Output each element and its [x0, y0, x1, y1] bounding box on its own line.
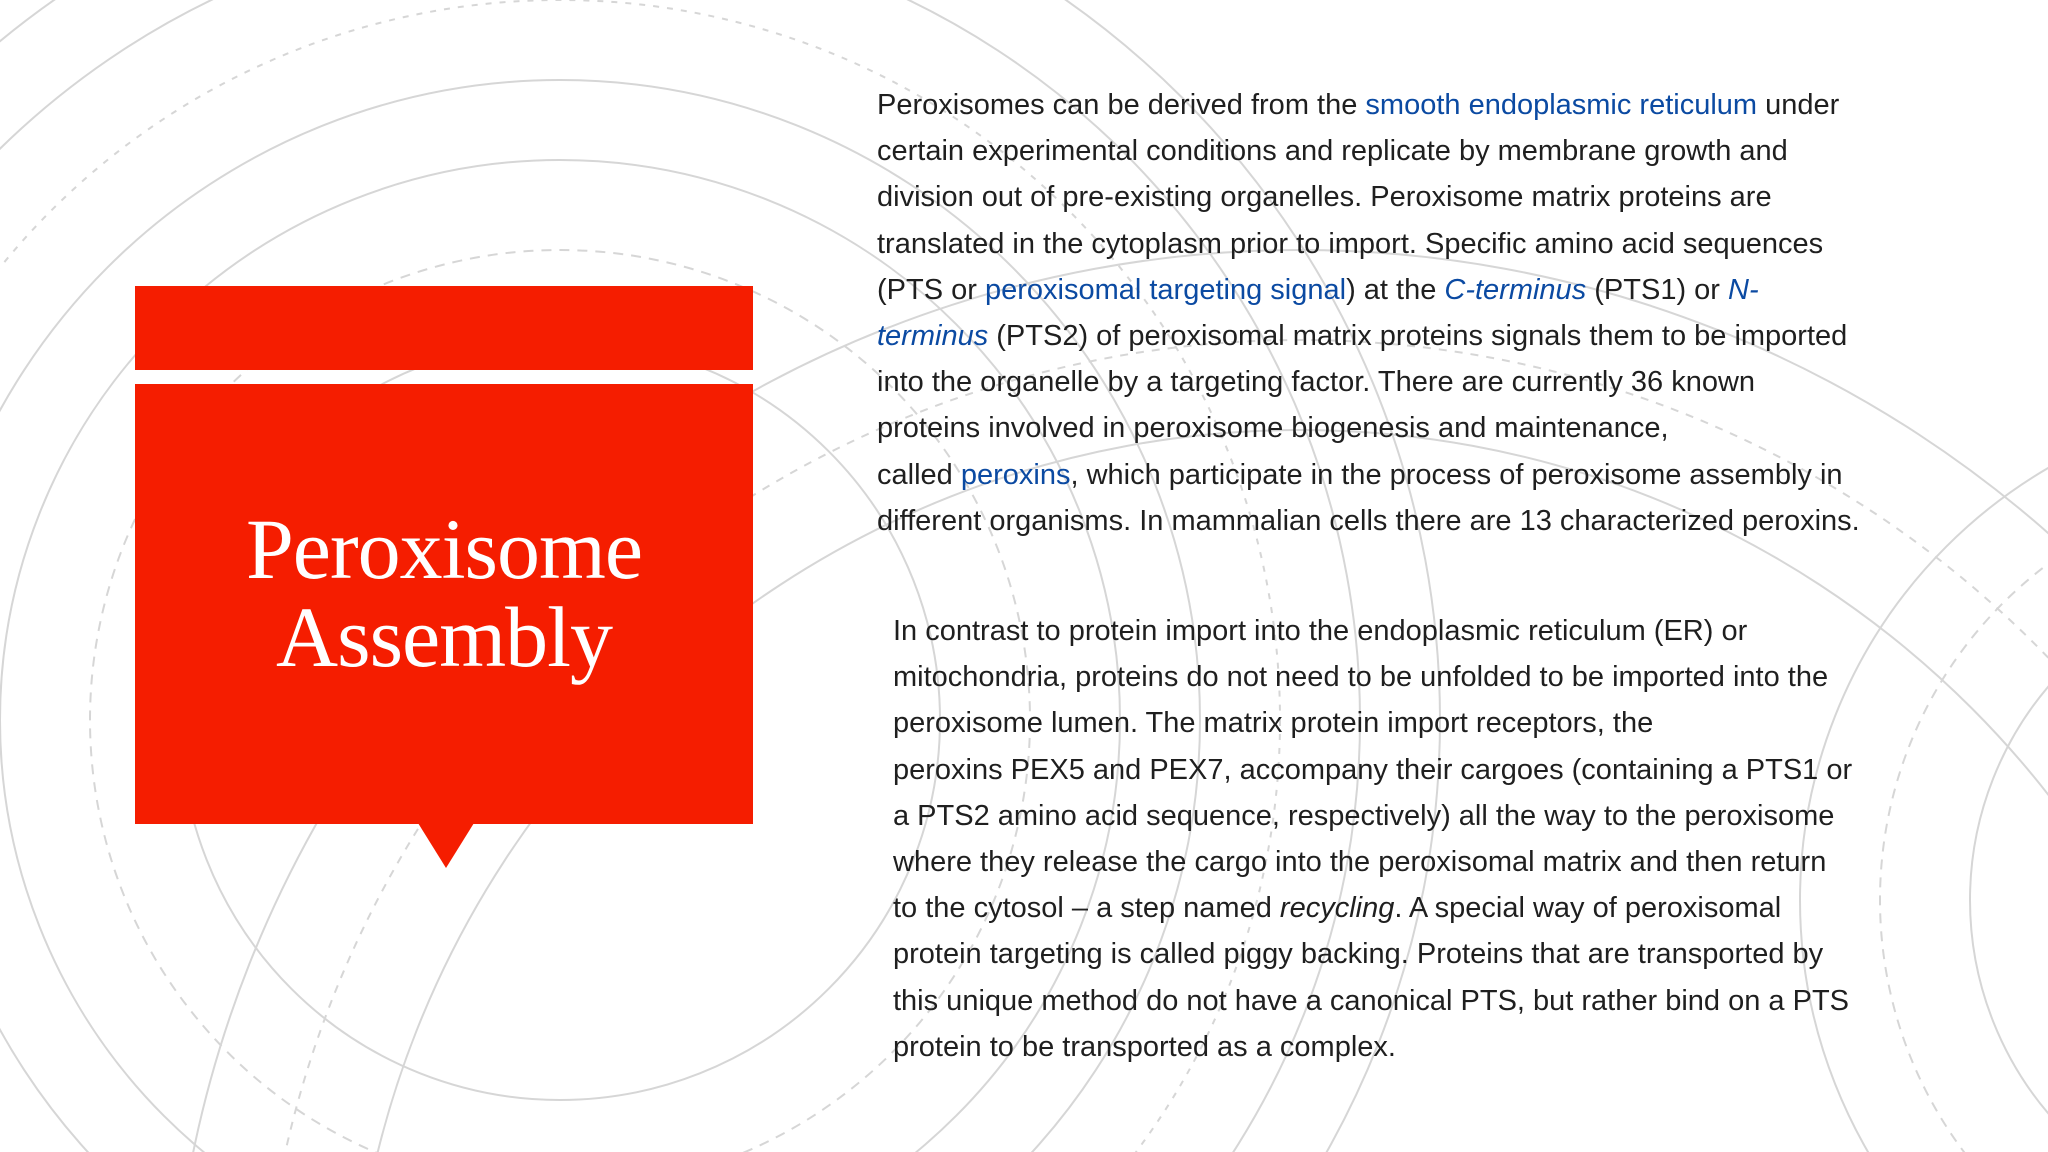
link-n-terminus-end[interactable]: terminus — [877, 320, 989, 353]
text-line: into the organelle by a targeting factor. There are currently 36 known — [877, 366, 1756, 399]
text-line: a PTS2 amino acid sequence, respectively) all the way to the peroxisome — [893, 799, 1835, 832]
slide-title-line-2: Assembly — [276, 589, 612, 685]
paragraph-protein-import — [893, 608, 1993, 1070]
text-line: In contrast to protein import into the endoplasmic reticulum (ER) or — [893, 615, 1748, 647]
paragraph-peroxisome-origin — [877, 82, 1997, 544]
text-line: peroxisome lumen. The matrix protein import receptors, the — [893, 707, 1654, 740]
text-run: (PTS1) or — [1586, 273, 1729, 306]
text-run: called — [877, 458, 961, 491]
text-line — [877, 82, 1997, 128]
link-peroxisomal-targeting-signal[interactable]: peroxisomal targeting signal — [984, 273, 1347, 306]
text-line: certain experimental conditions and replicate by membrane growth and — [877, 135, 1788, 168]
link-smooth-endoplasmic-reticulum[interactable]: smooth endoplasmic reticulum — [1365, 89, 1758, 121]
text-line: translated in the cytoplasm prior to import. Specific amino acid sequences — [877, 227, 1824, 260]
emphasis-recycling: recycling — [1279, 892, 1395, 925]
text-line — [877, 267, 1997, 313]
text-line — [877, 452, 1997, 498]
text-line — [877, 313, 1997, 359]
link-n-terminus-start[interactable]: N- — [1728, 273, 1759, 306]
text-run: (PTS2) of peroxisomal matrix proteins signals them to be imported — [988, 320, 1848, 353]
text-run: Peroxisomes can be derived from the — [877, 89, 1366, 121]
text-line: where they release the cargo into the peroxisomal matrix and then return — [893, 846, 1827, 879]
slide-title — [135, 501, 753, 685]
text-run: . A special way of peroxisomal — [1394, 892, 1782, 925]
text-line — [893, 885, 1993, 931]
text-line: different organisms. In mammalian cells there are 13 characterized peroxins. — [877, 504, 1860, 537]
text-run: under — [1757, 89, 1840, 121]
text-line: division out of pre-existing organelles. Peroxisome matrix proteins are — [877, 181, 1772, 214]
link-peroxins[interactable]: peroxins — [960, 458, 1071, 491]
slide-title-line-1: Peroxisome — [245, 501, 643, 597]
title-box-pointer — [418, 823, 474, 868]
title-accent-bar — [135, 286, 753, 370]
text-line: protein to be transported as a complex. — [893, 1030, 1396, 1063]
text-run: to the cytosol – a step named — [893, 892, 1280, 925]
text-line: peroxins PEX5 and PEX7, accompany their cargoes (containing a PTS1 or — [893, 753, 1853, 786]
text-line: proteins involved in peroxisome biogenesis and maintenance, — [877, 412, 1669, 445]
text-run: ) at the — [1346, 273, 1445, 306]
text-run: , which participate in the process of peroxisome assembly in — [1070, 458, 1843, 491]
text-line: this unique method do not have a canonical PTS, but rather bind on a PTS — [893, 984, 1849, 1017]
text-line: mitochondria, proteins do not need to be unfolded to be imported into the — [893, 661, 1829, 694]
text-line: protein targeting is called piggy backing. Proteins that are transported by — [893, 938, 1824, 971]
text-run: (PTS or — [877, 273, 985, 306]
link-c-terminus[interactable]: C-terminus — [1444, 273, 1587, 306]
